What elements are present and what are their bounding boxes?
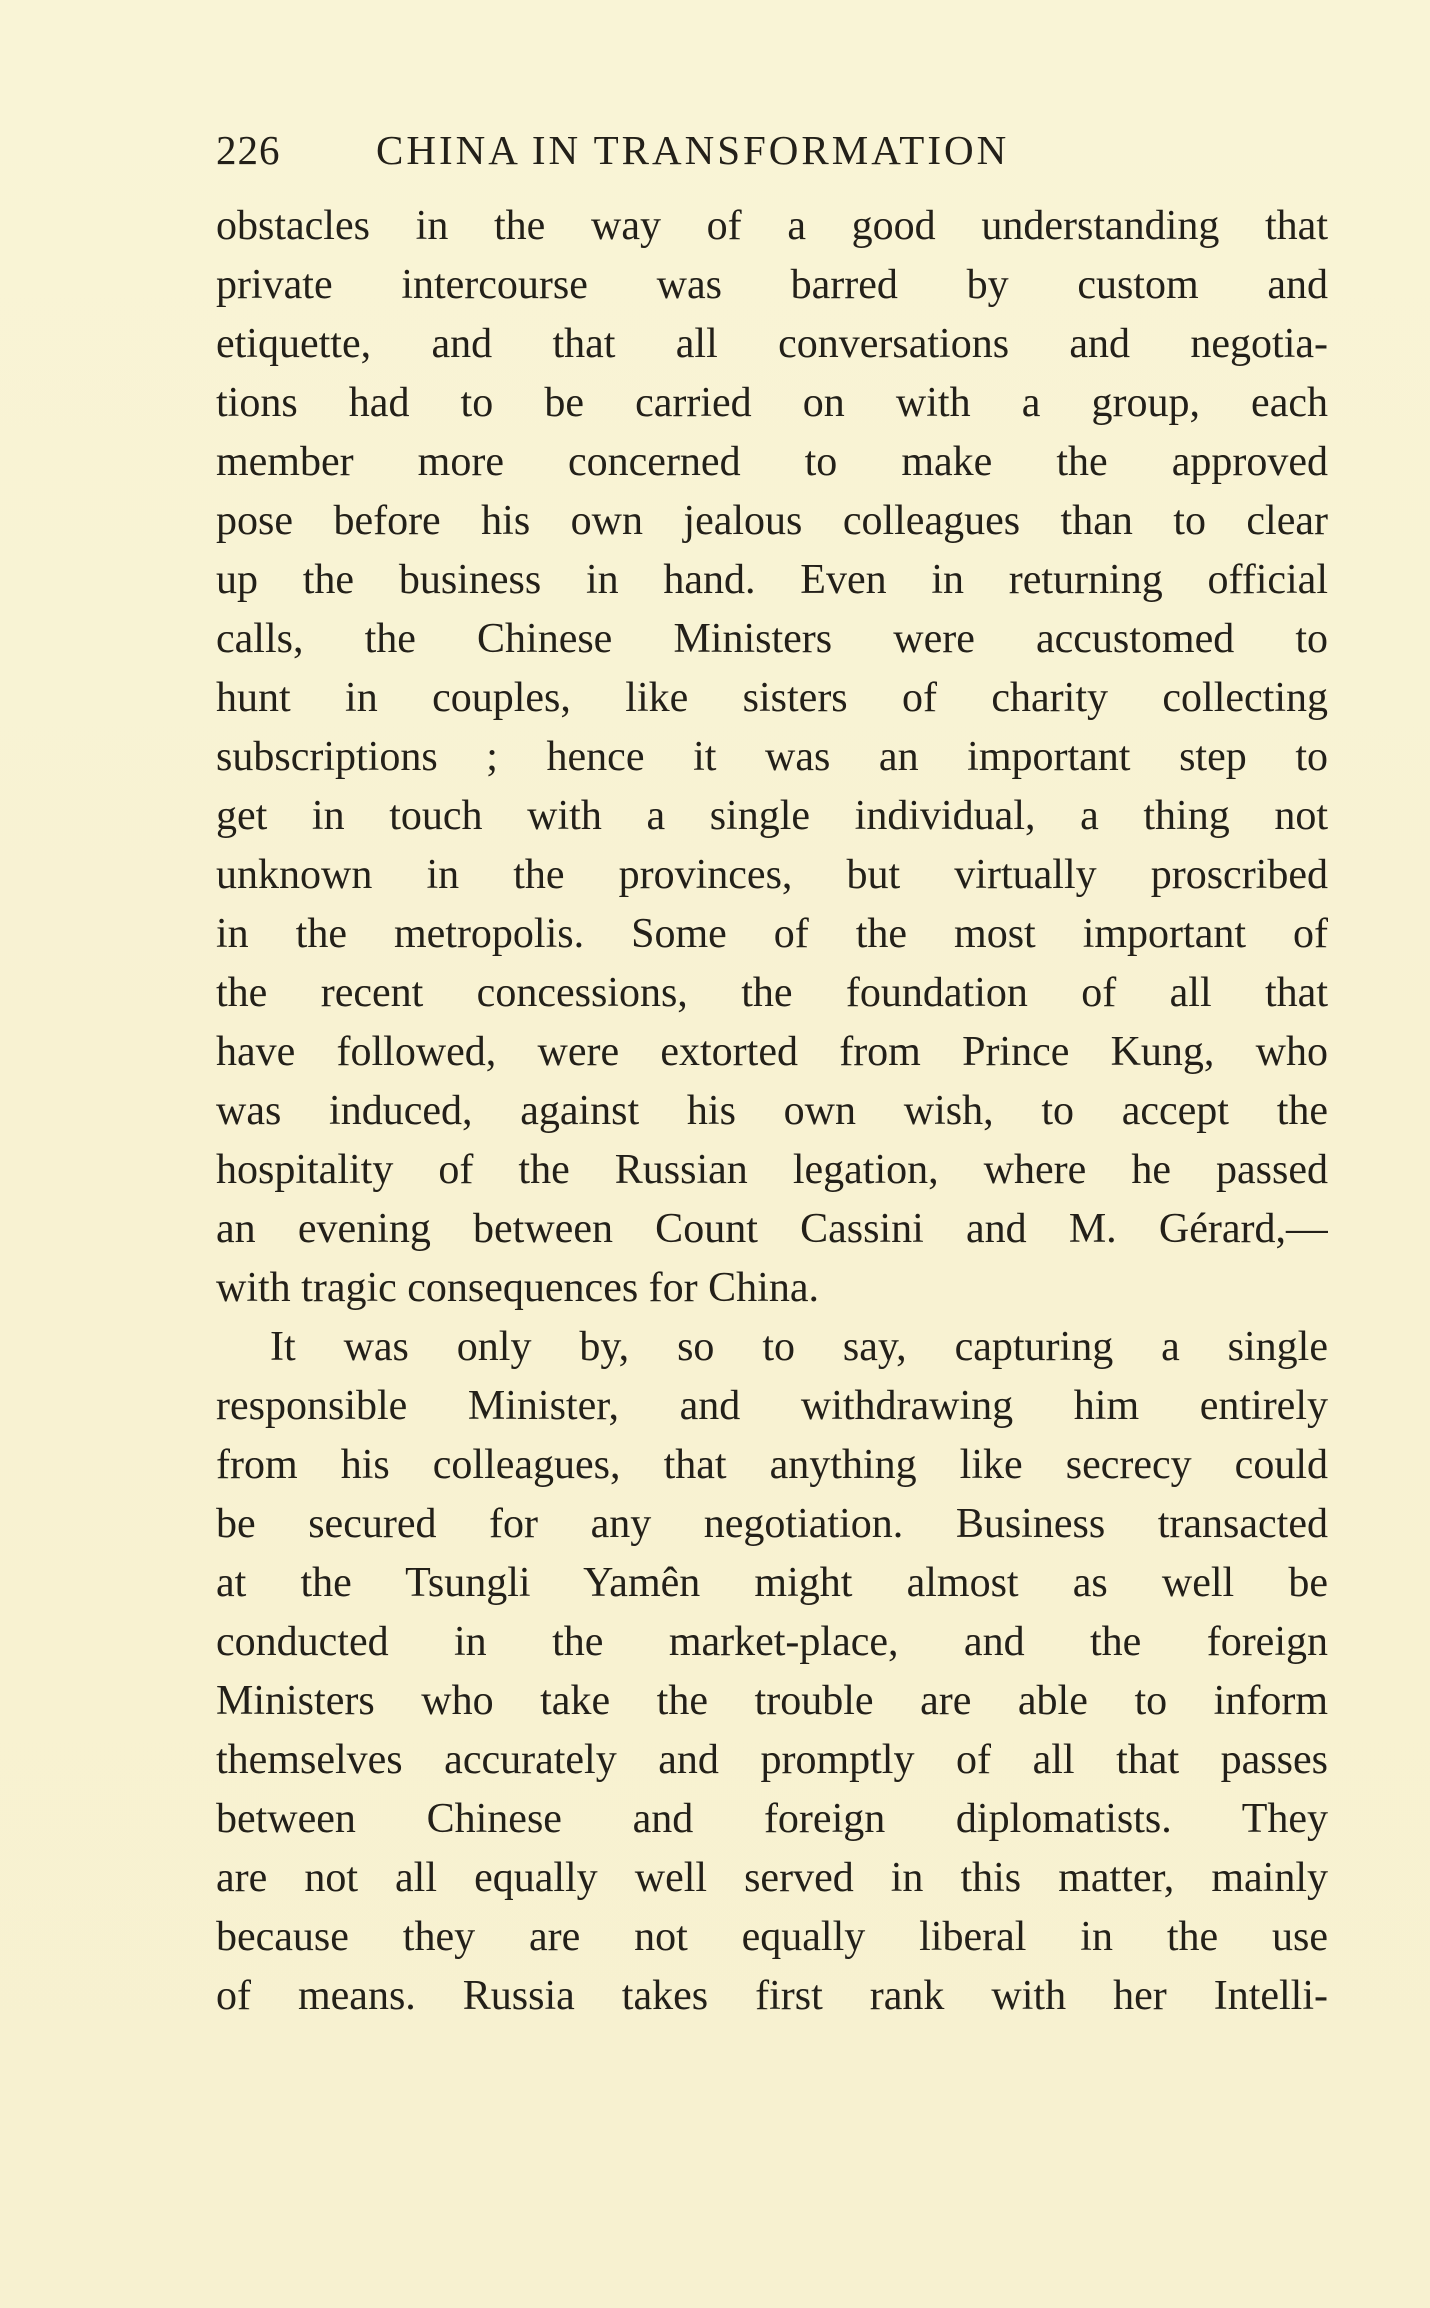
text-line: have followed, were extorted from Prince Kung, who — [216, 1029, 1328, 1075]
text-line: obstacles in the way of a good understanding that — [216, 203, 1328, 249]
text-line: between Chinese and foreign diplomatists. They — [216, 1796, 1328, 1842]
body-text — [216, 197, 1328, 2026]
text-line: in the metropolis. Some of the most important of — [216, 911, 1328, 957]
text-line: It was only by, so to say, capturing a single — [270, 1324, 1328, 1370]
running-title: CHINA IN TRANSFORMATION — [376, 127, 1010, 173]
text-line: at the Tsungli Yamên might almost as well be — [216, 1560, 1328, 1606]
page-number: 226 — [216, 127, 281, 173]
text-line: member more concerned to make the approved — [216, 439, 1328, 485]
text-line: hunt in couples, like sisters of charity collecting — [216, 675, 1328, 721]
text-line: calls, the Chinese Ministers were accustomed to — [216, 616, 1328, 662]
text-line: pose before his own jealous colleagues than to clear — [216, 498, 1328, 544]
running-header — [216, 120, 1009, 180]
text-line: unknown in the provinces, but virtually proscribed — [216, 852, 1328, 898]
text-line: conducted in the market-place, and the foreign — [216, 1619, 1328, 1665]
text-line: an evening between Count Cassini and M. Gérard,— — [216, 1206, 1328, 1252]
text-line: private intercourse was barred by custom and — [216, 262, 1328, 308]
text-line: responsible Minister, and withdrawing him entirely — [216, 1383, 1328, 1429]
text-line: themselves accurately and promptly of all that passes — [216, 1737, 1328, 1783]
text-line: be secured for any negotiation. Business transacted — [216, 1501, 1328, 1547]
text-line: subscriptions ; hence it was an important step to — [216, 734, 1328, 780]
text-line: are not all equally well served in this matter, mainly — [216, 1855, 1328, 1901]
text-line: etiquette, and that all conversations and negotia- — [216, 321, 1328, 367]
text-line: of means. Russia takes first rank with her Intelli- — [216, 1973, 1328, 2019]
text-line: the recent concessions, the foundation of all that — [216, 970, 1328, 1016]
text-line: up the business in hand. Even in returning official — [216, 557, 1328, 603]
text-line: with tragic consequences for China. — [216, 1265, 819, 1311]
text-line: get in touch with a single individual, a thing not — [216, 793, 1328, 839]
text-line: tions had to be carried on with a group, each — [216, 380, 1328, 426]
text-line: from his colleagues, that anything like secrecy could — [216, 1442, 1328, 1488]
text-line: hospitality of the Russian legation, where he passed — [216, 1147, 1328, 1193]
text-line: because they are not equally liberal in the use — [216, 1914, 1328, 1960]
text-line: Ministers who take the trouble are able to inform — [216, 1678, 1328, 1724]
text-line: was induced, against his own wish, to accept the — [216, 1088, 1328, 1134]
